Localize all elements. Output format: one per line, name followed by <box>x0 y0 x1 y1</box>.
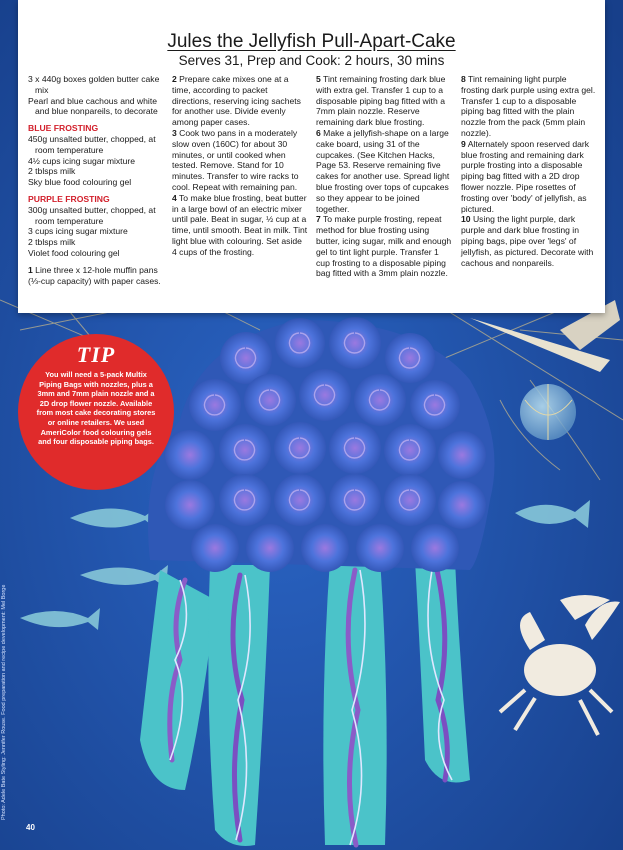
recipe-subtitle: Serves 31, Prep and Cook: 2 hours, 30 mins <box>178 53 445 68</box>
method-step: 2 Prepare cake mixes one at a time, according to packet directions, reserving icing sachets for another use. Divide evenly among paper cases. <box>172 74 301 128</box>
blue-frosting-heading: BLUE FROSTING <box>28 123 99 134</box>
purple-frosting-heading: PURPLE FROSTING <box>28 193 110 204</box>
ingredient-item: 3 cups icing sugar mixture <box>28 226 128 237</box>
ingredient-item: 450g unsalted butter, chopped, at room temperature <box>28 133 156 155</box>
ingredients-column <box>28 74 164 286</box>
tip-text: You will need a 5-pack Multix Piping Bags with nozzles, plus a 3mm and 7mm plain nozzle and a 2D drop flower nozzle. Available from most cake decorating stores or online retailers. We used AmeriColor food colouring gels and four disposable piping bags. <box>36 370 156 447</box>
tip-bubble <box>18 334 174 490</box>
method-step: 8 Tint remaining light purple frosting dark purple using extra gel. Transfer 1 cup to a disposable piping bag fitted with the plain nozzle from the pack (5mm plain nozzle). <box>461 74 596 138</box>
method-step: 4 To make blue frosting, beat butter in a large bowl of an electric mixer until pale. Beat in sugar, ½ cup at a time, until smooth. Beat in milk. Tint light blue with colouring. Set aside 4 cups of the frosting. <box>172 192 308 257</box>
ingredient-item: Violet food colouring gel <box>28 247 120 258</box>
ingredient-item: Pearl and blue cachous and white and blue nonpareils, to decorate <box>28 95 158 117</box>
method-column-2 <box>172 74 308 258</box>
recipe-title: Jules the Jellyfish Pull-Apart-Cake <box>167 31 456 52</box>
method-step: 3 Cook two pans in a moderately slow oven (160C) for about 30 minutes, or until cooked when tested. Remove. Stand for 10 minutes. Transfer to wire racks to cool. Repeat with remaining pan. <box>172 127 299 192</box>
method-step: 1 Line three x 12-hole muffin pans (⅓-cup capacity) with paper cases. <box>28 264 161 286</box>
page-number: 40 <box>26 823 35 832</box>
ingredient-item: Sky blue food colouring gel <box>28 177 132 188</box>
ingredient-item: 2 tblsps milk <box>28 237 76 248</box>
method-column-4 <box>461 74 597 268</box>
recipe-panel <box>18 0 605 313</box>
ingredient-item: 2 tblsps milk <box>28 166 76 177</box>
ingredient-item: 3 x 440g boxes golden butter cake mix <box>28 74 160 95</box>
method-step: 7 To make purple frosting, repeat method for blue frosting using butter, icing sugar, milk and enough gel to tint light purple. Transfer 1 cup frosting to a disposable piping bag fitted with a 3mm plain nozzle. <box>316 214 452 279</box>
method-step: 6 Make a jellyfish-shape on a large cake board, using 31 of the cupcakes. (See Kitchen Hacks, Page 53. Reserve remaining five cakes for another use. Spread light blue frosting over tops of cupcakes so they appear to be joined together. <box>316 127 450 214</box>
ingredient-item: 4½ cups icing sugar mixture <box>28 155 135 166</box>
method-step: 9 Alternately spoon reserved dark blue frosting and remaining dark purple frosting into a disposable piping bag fitted with a 2D drop flower nozzle. Pipe rosettes of frosting over 'body' of jellyfish, as pictured. <box>461 138 590 214</box>
method-step: 10 Using the light purple, dark purple and dark blue frosting in piping bags, pipe over 'legs' of jellyfish, as pictured. Decorate with cachous and nonpareils. <box>461 214 594 268</box>
method-step: 5 Tint remaining frosting dark blue with extra gel. Transfer 1 cup to a disposable piping bag fitted with a 7mm plain nozzle. Reserve remaining dark blue frosting. <box>316 74 446 128</box>
ingredient-item: 300g unsalted butter, chopped, at room temperature <box>28 204 156 226</box>
method-column-3 <box>316 74 452 279</box>
photo-credit: Photo: Adele Bate Styling: Jennifer Rouse. Food preparation and recipe development: Mel Borge <box>1 584 7 820</box>
tip-title: TIP <box>76 342 116 367</box>
